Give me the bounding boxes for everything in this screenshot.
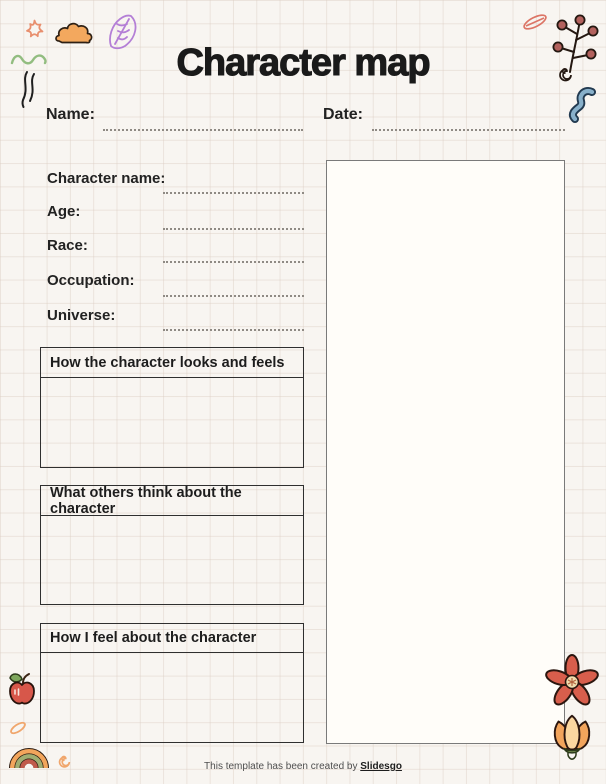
orange-tulip-doodle-icon xyxy=(547,708,597,764)
section-how-i-feel-title: How I feel about the character xyxy=(50,630,257,646)
name-label: Name: xyxy=(46,106,95,123)
black-spiral-doodle-icon xyxy=(556,66,574,84)
race-field-line[interactable] xyxy=(163,261,304,263)
apple-doodle-icon xyxy=(6,670,38,714)
section-how-i-feel-content[interactable] xyxy=(40,653,304,743)
occupation-field-line[interactable] xyxy=(163,295,304,297)
date-field-line[interactable] xyxy=(372,129,565,131)
purple-leaf-doodle-icon xyxy=(100,13,142,53)
universe-label: Universe: xyxy=(47,307,116,324)
blue-squiggle-doodle-icon xyxy=(568,87,600,123)
orange-leaf-doodle-icon xyxy=(8,719,28,737)
footer-credit xyxy=(0,761,606,772)
green-squiggle-doodle-icon xyxy=(10,50,50,70)
section-looks-feels-title: How the character looks and feels xyxy=(50,354,285,371)
section-looks-feels-header xyxy=(40,347,304,378)
section-how-i-feel-header xyxy=(40,623,304,653)
page-title: Character map xyxy=(176,42,430,84)
occupation-label: Occupation: xyxy=(47,272,135,289)
cloud-doodle-icon xyxy=(54,17,96,47)
character-name-field-line[interactable] xyxy=(163,192,304,194)
footer-credit-text: This template has been created by xyxy=(204,761,361,772)
name-field-line[interactable] xyxy=(103,129,303,131)
black-strokes-doodle-icon xyxy=(17,70,37,110)
footer-brand-link[interactable]: Slidesgo xyxy=(360,761,402,772)
section-others-think-header xyxy=(40,485,304,516)
red-flower-doodle-icon xyxy=(541,653,603,711)
starfish-doodle-icon xyxy=(22,18,48,44)
section-looks-feels-content[interactable] xyxy=(40,378,304,468)
race-label: Race: xyxy=(47,237,88,254)
character-name-label: Character name: xyxy=(47,170,166,187)
age-field-line[interactable] xyxy=(163,228,304,230)
age-label: Age: xyxy=(47,203,81,220)
section-others-think-content[interactable] xyxy=(40,516,304,605)
section-others-think-title: What others think about the character xyxy=(50,484,242,517)
coral-leaf-doodle-icon xyxy=(520,10,550,34)
character-drawing-area[interactable] xyxy=(326,160,565,744)
date-label: Date: xyxy=(323,106,364,123)
universe-field-line[interactable] xyxy=(163,329,304,331)
